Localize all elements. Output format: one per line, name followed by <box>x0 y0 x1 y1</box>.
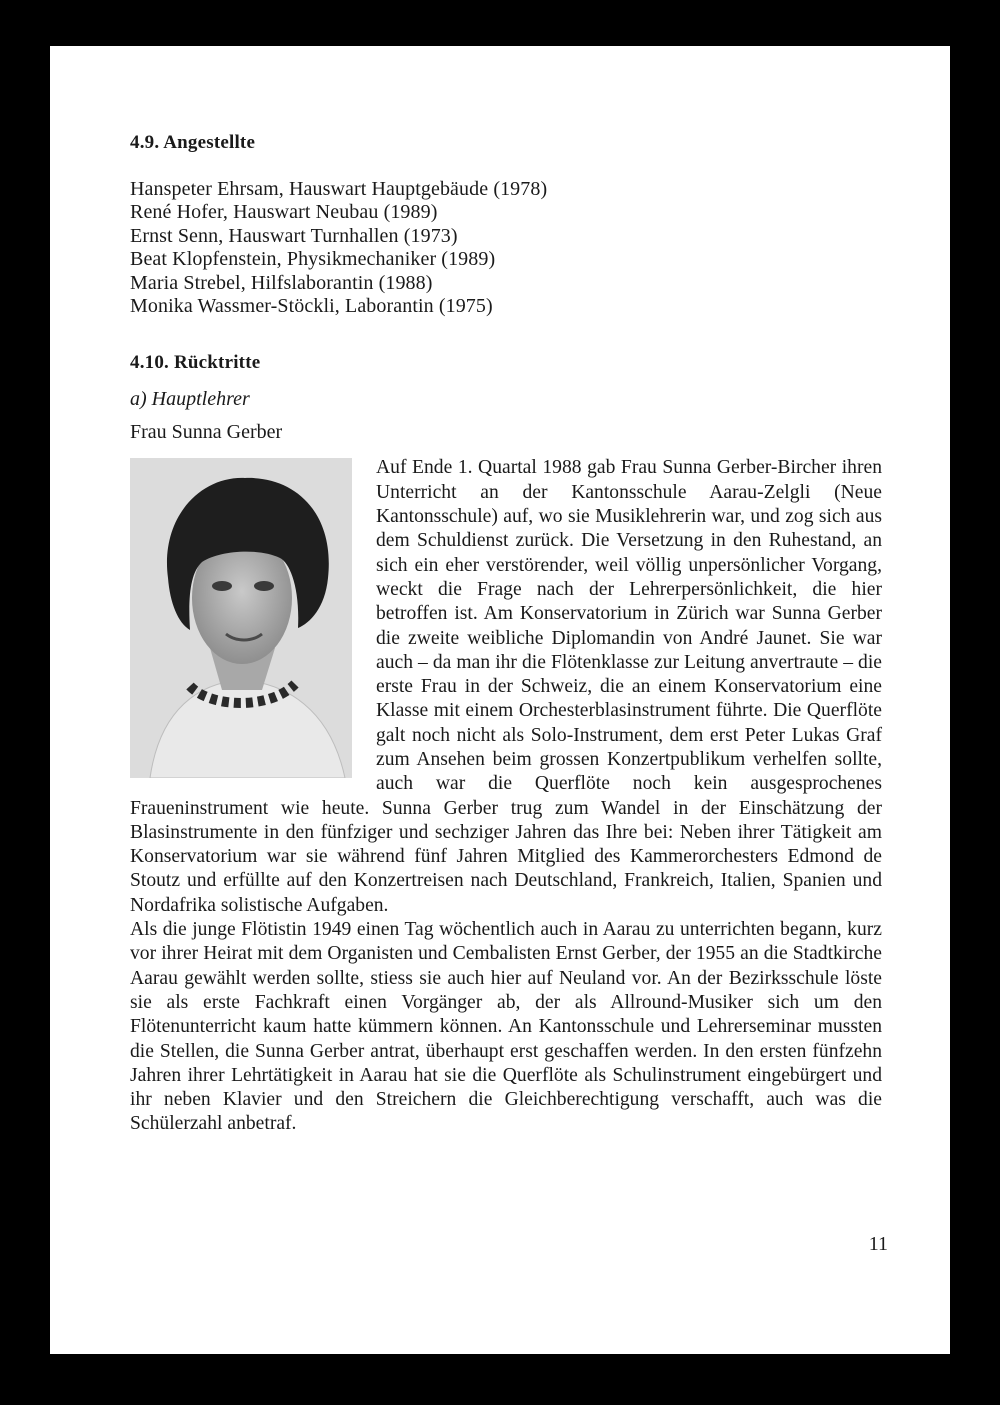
subheading-teachers: a) Hauptlehrer <box>130 388 250 411</box>
person-name: Frau Sunna Gerber <box>130 421 283 444</box>
employee-list <box>130 178 882 318</box>
list-item: Beat Klopfenstein, Physikmechaniker (1989) <box>130 248 496 271</box>
heading-resignations: 4.10. Rücktritte <box>130 352 261 374</box>
list-item: Hanspeter Ehrsam, Hauswart Hauptgebäude (1978) <box>130 178 548 200</box>
list-item: Maria Strebel, Hilfslaborantin (1988) <box>130 271 433 294</box>
portrait-illustration <box>130 458 352 778</box>
paragraph: Als die junge Flötistin 1949 einen Tag wöchentlich auch in Aarau zu unterrichten begann, kurz vor ihrer Heirat mit dem Organisten und Cembalisten Ernst Gerber, der 1955 an die Stadtkirche Aarau gewählt werden sollte, stiess sie auch hier auf Neuland vor. An der Bezirksschule löste sie als erste Fachkraft einen Vorgänger ab, der als Allround-Musiker sich um den Flötenunterricht kaum hatte kümmern können. An Kantonsschule und Lehrerseminar mussten die Stellen, die Sunna Gerber antrat, überhaupt erst geschaffen werden. In den ersten fünfzehn Jahren ihrer Lehrtätigkeit in Aarau hat sie die Querflöte als Schulinstrument eingebürgert und ihr neben Klavier und den Streichern die Gleichberechtigung verschafft, auch was die Schülerzahl anbetraf. <box>130 919 882 1135</box>
page-number: 11 <box>868 1233 888 1255</box>
heading-employees: 4.9. Angestellte <box>130 132 256 153</box>
paragraph: Auf Ende 1. Quartal 1988 gab Frau Sunna Gerber-Bircher ihren Unterricht an der Kantonsschule Aarau-Zelgli (Neue Kantonsschule) auf, wo sie Musiklehrerin war, und zog sich aus dem Schuldienst zurück. Die Versetzung in den Ruhestand, an sich ein eher verstörender, weil völlig unpersönlicher Vorgang, weckt die Frage nach der Lehrerpersönlichkeit, die hier betroffen ist. Am Konservatorium in Zürich war Sunna Gerber die zweite weibliche Diplomandin von André Jaunet. Sie war auch – da man ihr die Flötenklasse zur Leitung anvertraute – die erste Frau in der Schweiz, die an einem Konservatorium eine Klasse mit einem Orchesterblasinstrument führte. Die Querflöte galt noch nicht als Solo-Instrument, dem erst Peter Lukas Graf zum Ansehen beim grossen Konzertpublikum verhelfen sollte, auch war die Querflöte noch kein ausgesprochenes Fraueninstrument wie heute. Sunna Gerber trug zum Wandel in der Einschätzung der Blasinstrumente in den fünfziger und sechziger Jahren das Ihre bei: Neben ihrer Tätigkeit am Konservatorium war sie während fünf Jahren Mitglied des Kammerorchesters Edmond de Stoutz und erfüllte auf den Konzertreisen nach Deutschland, Frankreich, Italien, Spanien und Nordafrika solistische Aufgaben. <box>130 457 882 916</box>
list-item: René Hofer, Hauswart Neubau (1989) <box>130 201 438 224</box>
page-content <box>130 132 882 1137</box>
document-page <box>50 46 950 1354</box>
list-item: Ernst Senn, Hauswart Turnhallen (1973) <box>130 224 458 247</box>
portrait-photo <box>130 458 352 778</box>
list-item: Monika Wassmer-Stöckli, Laborantin (1975) <box>130 295 493 318</box>
